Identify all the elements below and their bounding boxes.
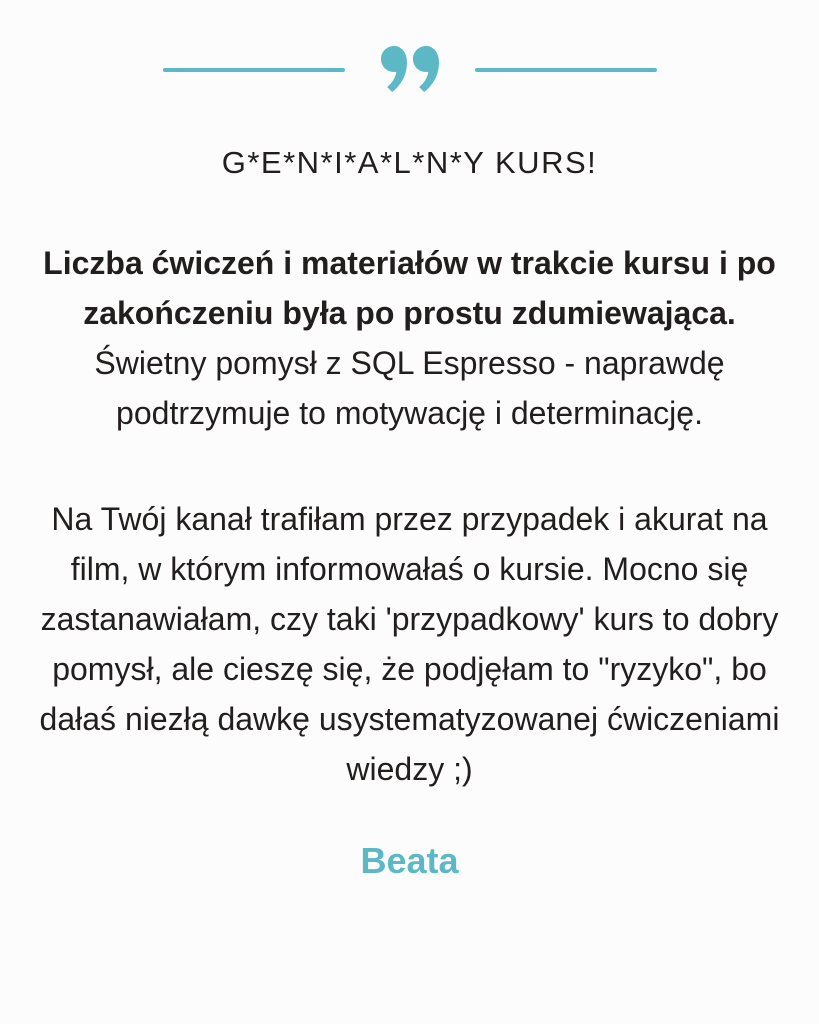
quote-decoration [38, 46, 781, 94]
double-quote-icon [381, 46, 439, 94]
testimonial-paragraph-1 [38, 238, 781, 438]
testimonial-heading: G*E*N*I*A*L*N*Y KURS! [221, 145, 598, 180]
testimonial-paragraph-2: Na Twój kanał trafiłam przez przypadek i akurat na film, w którym informowałaś o kursie. Mocno się zastanawiałam, czy taki 'przypadkowy' kurs to dobry pomysł, ale cieszę się, że podjęłam to "ryzyko", bo dałaś niezłą dawkę usystematyzowanej ćwiczeniami wiedzy ;) [39, 501, 780, 787]
testimonial-paragraph-1-regular: Świetny pomysł z SQL Espresso - naprawdę podtrzymuje to motywację i determinację. [94, 345, 725, 431]
divider-line-left [163, 68, 345, 72]
divider-line-right [475, 68, 657, 72]
testimonial-paragraph-1-bold: Liczba ćwiczeń i materiałów w trakcie kursu i po zakończeniu była po prostu zdumiewająca. [43, 245, 776, 331]
signature: Beata [360, 840, 459, 881]
